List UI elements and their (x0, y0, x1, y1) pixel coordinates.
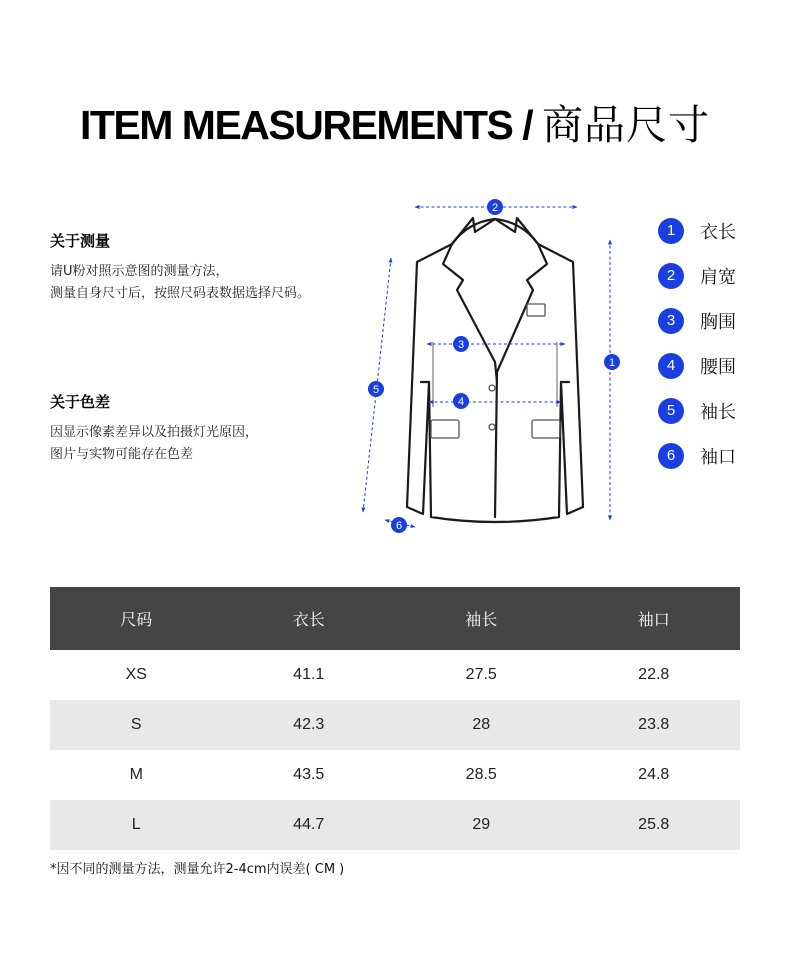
svg-text:5: 5 (372, 384, 380, 396)
jacket-diagram (355, 192, 630, 542)
note-color-line-1: 因显示像素差异以及拍摄灯光原因， (50, 425, 259, 440)
marker-5 (368, 381, 384, 397)
header-size: 尺码 (50, 587, 223, 650)
legend-label-3: 胸围 (700, 311, 736, 333)
cell-length: 41.1 (293, 666, 325, 683)
table-row (50, 750, 740, 800)
page-title-cn: 商品尺寸 (542, 102, 711, 148)
svg-text:3: 3 (457, 339, 465, 351)
svg-text:4: 4 (457, 396, 465, 408)
legend-item-shoulder (658, 253, 736, 298)
svg-text:2: 2 (491, 202, 499, 214)
cell-cuff: 24.8 (638, 766, 670, 783)
note-color-line-2: 图片与实物可能存在色差 (50, 447, 194, 462)
measurement-footnote: *因不同的测量方法，测量允许2-4cm内误差( CM ) (50, 862, 345, 877)
note-measure (50, 230, 350, 305)
cell-sleeve: 28 (395, 700, 568, 750)
marker-3 (453, 336, 469, 352)
table-row (50, 800, 740, 850)
legend-num-6: 6 (658, 443, 684, 469)
marker-2 (487, 199, 503, 215)
note-measure-heading: 关于测量 (50, 232, 111, 250)
cell-length: 44.7 (223, 800, 396, 850)
cell-length: 42.3 (223, 700, 396, 750)
cell-size: S (50, 700, 223, 750)
header-sleeve: 袖长 (395, 587, 568, 650)
note-color-heading: 关于色差 (50, 393, 111, 411)
cell-cuff: 22.8 (638, 666, 670, 683)
legend-num-4: 4 (658, 353, 684, 379)
header-length: 衣长 (223, 587, 396, 650)
marker-6 (391, 517, 407, 533)
cell-length: 43.5 (293, 766, 325, 783)
measurement-legend (658, 208, 736, 478)
legend-item-length (658, 208, 736, 253)
legend-item-chest (658, 298, 736, 343)
svg-text:1: 1 (608, 357, 616, 369)
legend-label-2: 肩宽 (700, 266, 736, 288)
cell-size: M (129, 766, 143, 783)
note-measure-line-1: 请U粉对照示意图的测量方法， (50, 264, 229, 279)
legend-num-1: 1 (658, 218, 684, 244)
cell-size: XS (125, 666, 147, 683)
table-row (50, 700, 740, 750)
cell-sleeve: 27.5 (465, 666, 497, 683)
size-table (50, 587, 740, 850)
cell-cuff: 23.8 (568, 700, 741, 750)
cell-size: L (50, 800, 223, 850)
measurement-notes (50, 230, 350, 466)
cell-sleeve: 28.5 (465, 766, 497, 783)
legend-num-3: 3 (658, 308, 684, 334)
note-measure-line-2: 测量自身尺寸后，按照尺码表数据选择尺码。 (50, 286, 311, 301)
table-header-row (50, 587, 740, 650)
svg-text:6: 6 (395, 520, 403, 532)
legend-num-2: 2 (658, 263, 684, 289)
note-color (50, 391, 350, 466)
legend-item-waist (658, 343, 736, 388)
table-row (50, 650, 740, 700)
marker-1 (604, 354, 620, 370)
legend-item-cuff (658, 433, 736, 478)
legend-item-sleeve (658, 388, 736, 433)
legend-label-1: 衣长 (700, 221, 736, 243)
legend-label-5: 袖长 (700, 401, 736, 423)
legend-label-4: 腰围 (700, 356, 736, 378)
legend-label-6: 袖口 (700, 446, 736, 468)
cell-cuff: 25.8 (568, 800, 741, 850)
cell-sleeve: 29 (395, 800, 568, 850)
page-title (0, 92, 790, 151)
marker-4 (453, 393, 469, 409)
legend-num-5: 5 (658, 398, 684, 424)
header-cuff: 袖口 (568, 587, 741, 650)
page-title-en: ITEM MEASUREMENTS / (79, 102, 543, 148)
